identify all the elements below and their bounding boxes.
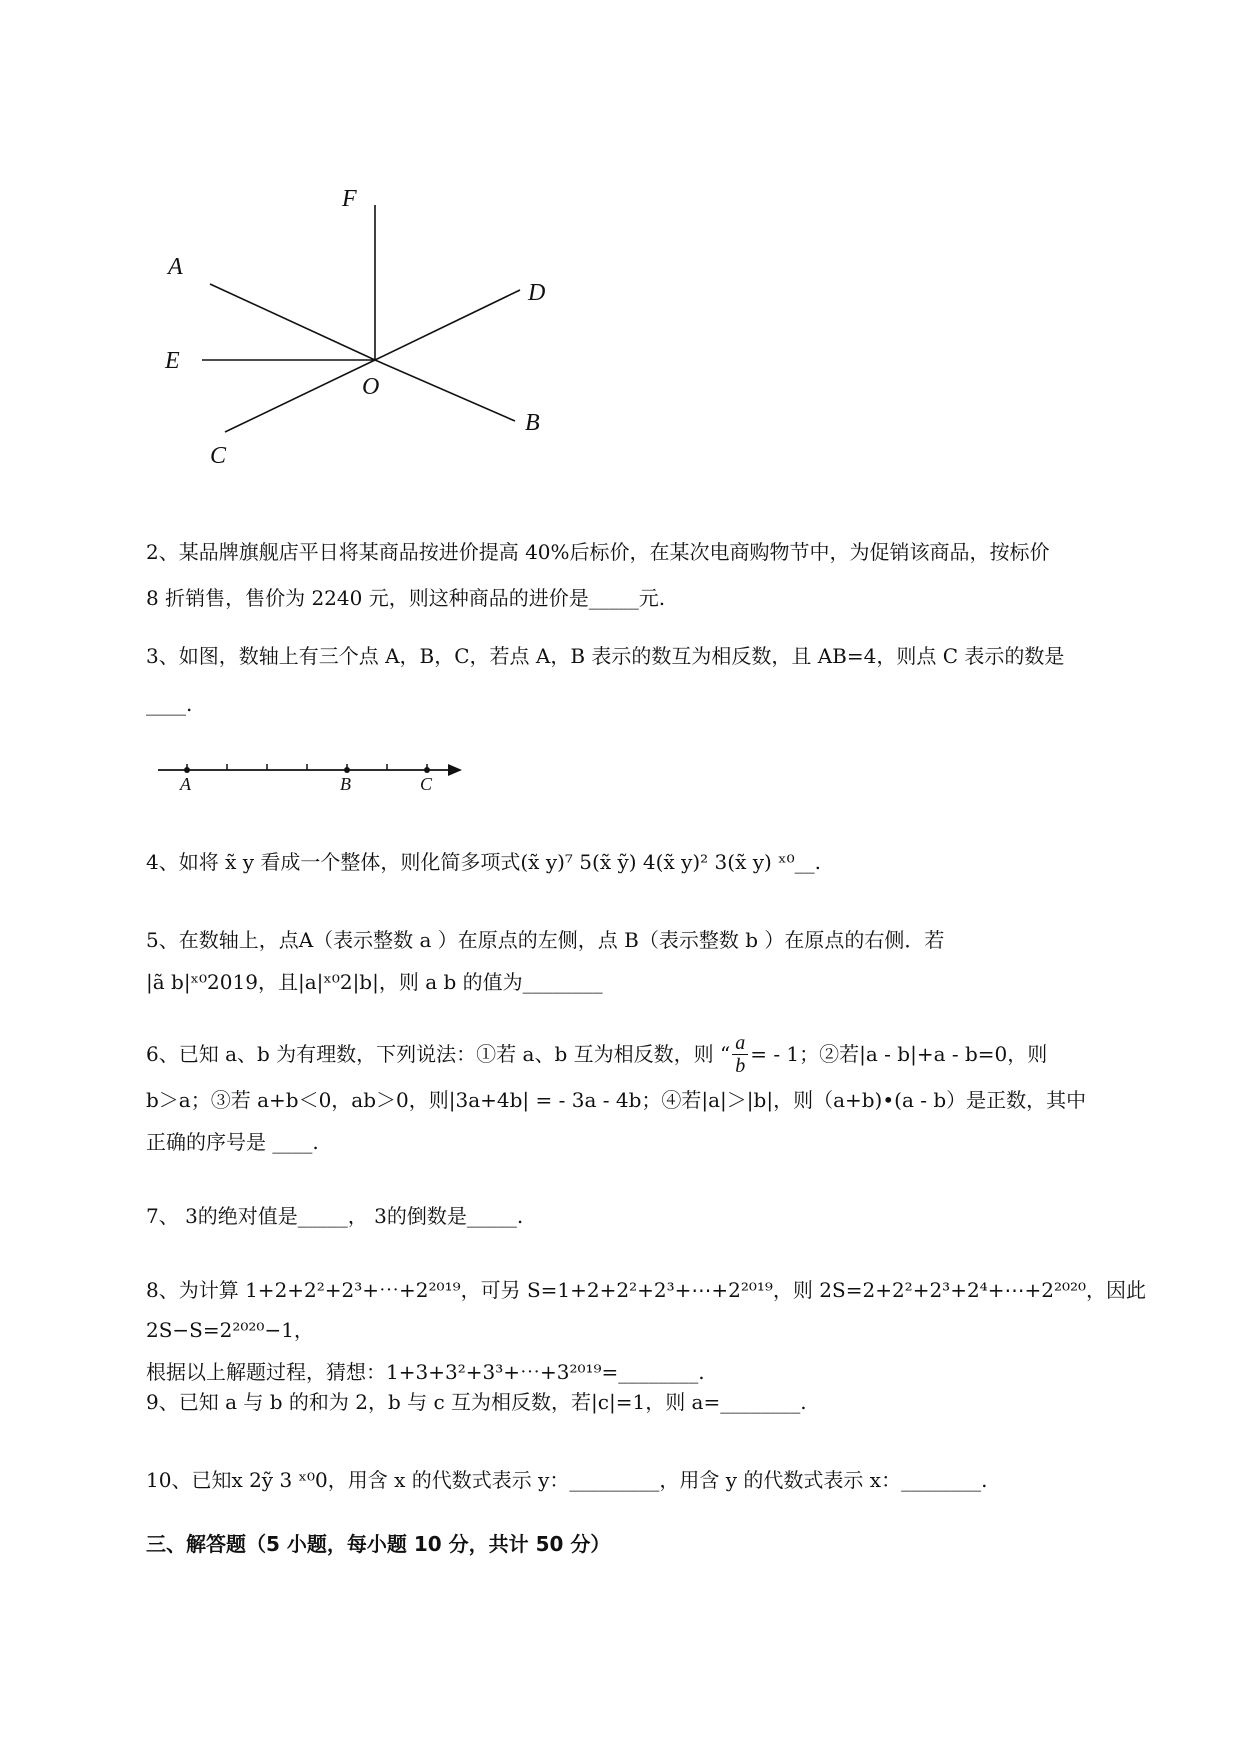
- question-3: [146, 636, 1176, 724]
- question-2: [146, 532, 1176, 618]
- question-8-line-2: 根据以上解题过程，猜想：1+3+3²+3³+⋯+3²⁰¹⁹=________.: [146, 1360, 705, 1384]
- question-6-line-3: 正确的序号是 ____.: [146, 1130, 319, 1154]
- question-9-text: 9、已知 a 与 b 的和为 2，b 与 c 互为相反数，若|c|=1，则 a=________.: [146, 1390, 807, 1414]
- label-A: A: [168, 254, 183, 280]
- section-3-title: 三、解答题（5 小题，每小题 10 分，共计 50 分）: [146, 1532, 611, 1556]
- question-6-line-1a: 6、已知 a、b 为有理数，下列说法：①若 a、b 互为相反数，则 “: [146, 1042, 731, 1066]
- question-4: [146, 842, 1176, 882]
- question-3-line-1: 3、如图，数轴上有三个点 A，B，C，若点 A，B 表示的数互为相反数，且 AB=4，则点 C 表示的数是: [146, 644, 1065, 668]
- question-8: [146, 1270, 1216, 1392]
- question-10: [146, 1460, 1176, 1500]
- question-5: [146, 920, 1176, 1002]
- label-C: C: [210, 443, 227, 469]
- question-2-line-2: 8 折销售，售价为 2240 元，则这种商品的进价是_____元.: [146, 586, 666, 610]
- question-2-line-1: 2、某品牌旗舰店平日将某商品按进价提高 40%后标价，在某次电商购物节中，为促销该商品，按标价: [146, 540, 1050, 564]
- question-9: [146, 1382, 1176, 1422]
- label-E: E: [165, 348, 180, 374]
- question-8-line-1: 8、为计算 1+2+2²+2³+⋯+2²⁰¹⁹，可另 S=1+2+2²+2³+⋯+2²⁰¹⁹，则 2S=2+2²+2³+2⁴+⋯+2²⁰²⁰，因此 2S−S=2²⁰²⁰−1，: [146, 1278, 1147, 1342]
- question-6-line-1: [146, 1030, 1176, 1078]
- fraction-denominator: b: [735, 1054, 746, 1077]
- question-3-line-2: ____.: [146, 692, 193, 716]
- label-O: O: [362, 374, 380, 400]
- label-F: F: [342, 186, 357, 212]
- number-line-arrow: [448, 764, 462, 776]
- point-B: [344, 767, 350, 773]
- ray-OA: [210, 284, 375, 360]
- label-B: B: [525, 410, 540, 436]
- question-5-line-2: |ã b|ˣ⁰2019，且|a|ˣ⁰2|b|，则 a b 的值为________: [146, 970, 603, 994]
- ray-OB: [375, 360, 515, 421]
- number-line-label-C: C: [420, 774, 433, 794]
- number-line-label-B: B: [340, 774, 351, 794]
- point-A: [184, 767, 190, 773]
- number-line-ticks: [187, 764, 427, 770]
- question-4-text: 4、如将 x̃ y 看成一个整体，则化简多项式(x̃ y)⁷ 5(x̃ ỹ) 4(x̃ y)² 3(x̃ y) ˣ⁰__.: [146, 850, 822, 874]
- ray-OC: [225, 360, 375, 432]
- question-10-text: 10、已知x 2ỹ 3 ˣ⁰0，用含 x 的代数式表示 y：_________，用含 y 的代数式表示 x：________.: [146, 1468, 988, 1492]
- angle-figure: [150, 180, 570, 480]
- question-7-text: 7、 3的绝对值是_____， 3的倒数是_____.: [146, 1204, 524, 1228]
- question-6-line-2: b＞a；③若 a+b＜0，ab＞0，则|3a+4b| = - 3a - 4b；④若|a|＞|b|，则（a+b)•(a - b）是正数，其中: [146, 1088, 1087, 1112]
- number-line-figure: [150, 754, 470, 804]
- question-6-line-1b: = - 1；②若|a - b|+a - b=0，则: [750, 1042, 1048, 1066]
- question-7: [146, 1196, 1176, 1236]
- ray-OD: [375, 290, 520, 360]
- label-D: D: [528, 280, 546, 306]
- question-6-fraction: [732, 1032, 748, 1077]
- fraction-numerator: a: [732, 1032, 748, 1055]
- point-C: [424, 767, 430, 773]
- number-line-label-A: A: [180, 774, 191, 794]
- question-5-line-1: 5、在数轴上，点A（表示整数 a ）在原点的左侧，点 B（表示整数 b ）在原点的右侧．若: [146, 928, 945, 952]
- question-6: [146, 1030, 1176, 1162]
